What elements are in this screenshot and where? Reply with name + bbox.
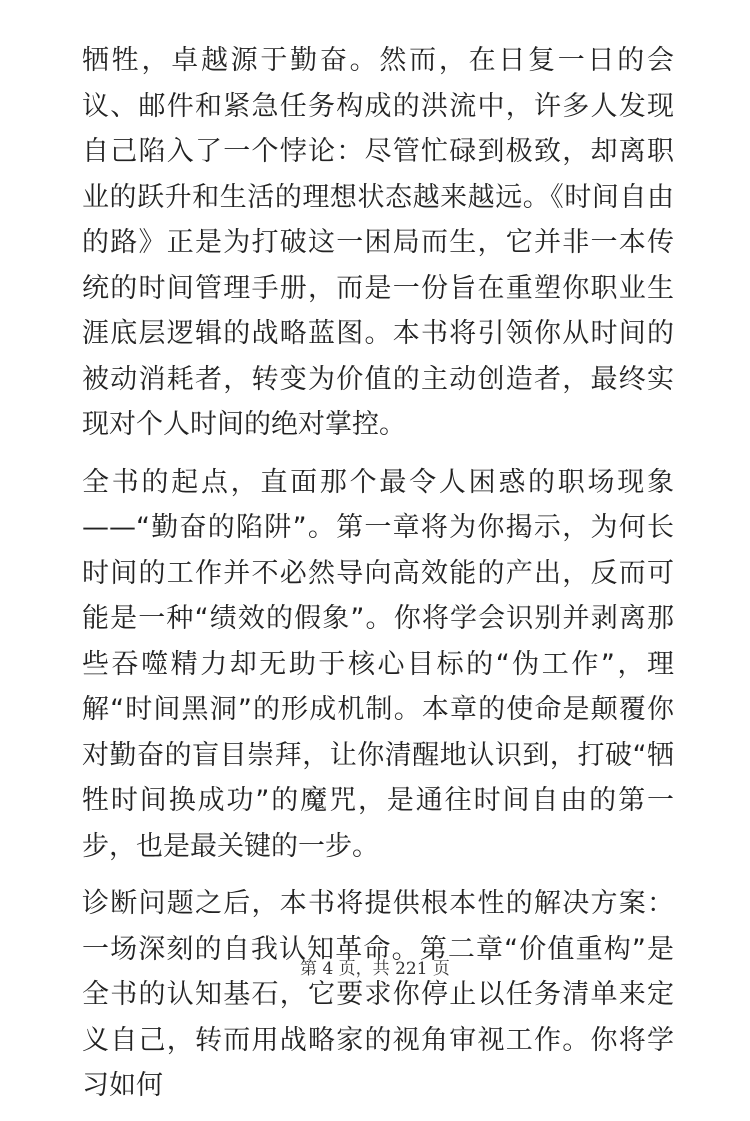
paragraph-2: 全书的起点，直面那个最令人困惑的职场现象——“勤奋的陷阱”。第一章将为你揭示，为何长时间的工作并不必然导向高效能的产出，反而可能是一种“绩效的假象”。你将学会识别并剥离那些吞噬精力却无助于核心目标的“伪工作”，理解“时间黑洞”的形成机制。本章的使命是颠覆你对勤奋的盲目崇拜，让你清醒地认识到，打破“牺牲时间换成功”的魔咒，是通往时间自由的第一步，也是最关键的一步。 bbox=[82, 466, 674, 862]
paragraph-1: 牺牲，卓越源于勤奋。然而，在日复一日的会议、邮件和紧急任务构成的洪流中，许多人发现自己陷入了一个悖论：尽管忙碌到极致，却离职业的跃升和生活的理想状态越来越远。《时间自由的路》正是为打破这一困局而生，它并非一本传统的时间管理手册，而是一份旨在重塑你职业生涯底层逻辑的战略蓝图。本书将引领你从时间的被动消耗者，转变为价值的主动创造者，最终实现对个人时间的绝对掌控。 bbox=[82, 45, 674, 440]
paragraph-3: 诊断问题之后，本书将提供根本性的解决方案：一场深刻的自我认知革命。第二章“价值重构”是全书的认知基石，它要求你停止以任务清单来定义自己，转而用战略家的视角审视工作。你将学习如何 bbox=[82, 888, 674, 1101]
page-number-footer: 第 4 页，共 221 页 bbox=[300, 959, 450, 979]
